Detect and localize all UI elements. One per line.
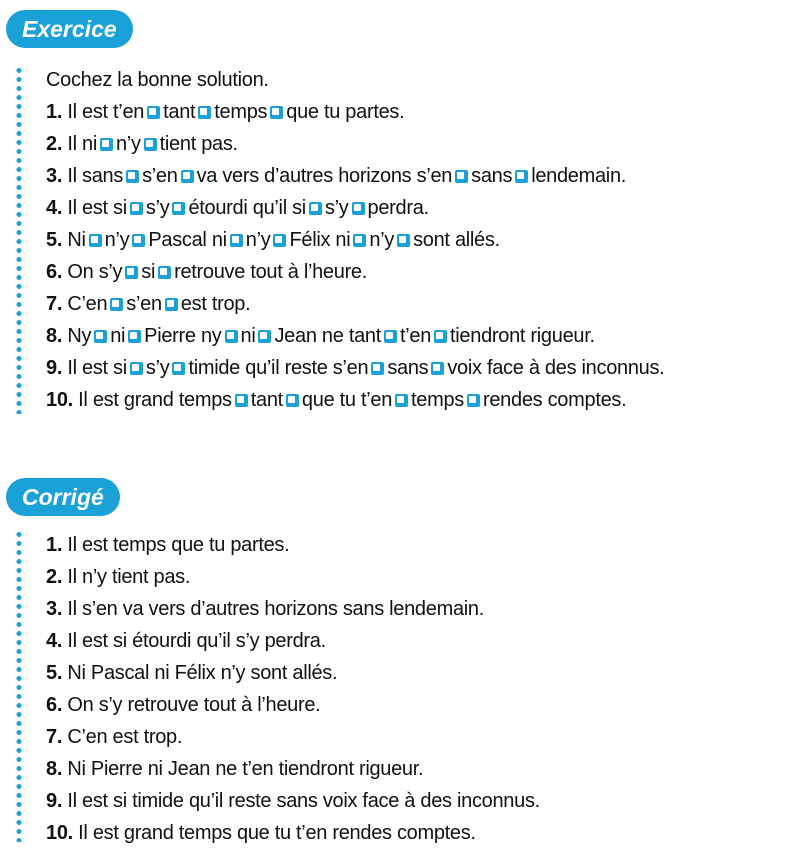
answer-checkbox[interactable] — [225, 330, 238, 343]
answer-checkbox[interactable] — [235, 394, 248, 407]
exercice-instruction: Cochez la bonne solution. — [46, 69, 269, 91]
item-number: 4. — [46, 197, 63, 219]
item-number: 9. — [46, 357, 63, 379]
item-text: Il s’en va vers d’autres horizons sans lendemain. — [67, 598, 484, 620]
item-number: 6. — [46, 694, 63, 716]
item-text-segment: Ni — [67, 229, 86, 251]
corrige-item — [46, 817, 540, 849]
item-number: 1. — [46, 101, 63, 123]
answer-checkbox[interactable] — [165, 298, 178, 311]
item-text-segment: si — [141, 261, 156, 283]
item-text-segment: On s’y — [67, 261, 123, 283]
item-text-segment: tiendront rigueur. — [450, 325, 595, 347]
item-text-segment: perdra. — [367, 197, 429, 219]
answer-checkbox[interactable] — [130, 362, 143, 375]
answer-checkbox[interactable] — [434, 330, 447, 343]
corrige-item — [46, 753, 540, 785]
answer-checkbox[interactable] — [126, 170, 139, 183]
item-number: 3. — [46, 165, 63, 187]
corrige-item — [46, 689, 540, 721]
exercice-dotted-rule — [16, 66, 22, 414]
answer-checkbox[interactable] — [158, 266, 171, 279]
answer-checkbox[interactable] — [467, 394, 480, 407]
answer-checkbox[interactable] — [515, 170, 528, 183]
corrige-dotted-rule — [16, 530, 22, 842]
exercice-item — [46, 288, 664, 320]
item-text-segment: ni — [110, 325, 126, 347]
item-text-segment: va vers d’autres horizons s’en — [196, 165, 453, 187]
item-text-segment: Pierre ny — [144, 325, 222, 347]
answer-checkbox[interactable] — [147, 106, 160, 119]
corrige-item — [46, 529, 540, 561]
item-text-segment: Il est grand temps — [78, 389, 232, 411]
item-number: 6. — [46, 261, 63, 283]
item-text-segment: temps — [214, 101, 268, 123]
item-text-segment: s’y — [145, 197, 170, 219]
item-text-segment: Il sans — [67, 165, 124, 187]
answer-checkbox[interactable] — [270, 106, 283, 119]
item-text-segment: s’y — [145, 357, 170, 379]
item-number: 8. — [46, 325, 63, 347]
item-text: Ni Pascal ni Félix n’y sont allés. — [67, 662, 338, 684]
answer-checkbox[interactable] — [94, 330, 107, 343]
item-text-segment: voix face à des inconnus. — [447, 357, 665, 379]
item-number: 9. — [46, 790, 63, 812]
item-text-segment: Félix ni — [289, 229, 351, 251]
item-text-segment: lendemain. — [531, 165, 627, 187]
item-text: On s’y retrouve tout à l’heure. — [67, 694, 321, 716]
exercice-item — [46, 352, 664, 384]
corrige-item — [46, 785, 540, 817]
item-text-segment: s’y — [324, 197, 349, 219]
answer-checkbox[interactable] — [172, 362, 185, 375]
item-text-segment: tant — [250, 389, 283, 411]
item-text-segment: que tu partes. — [286, 101, 405, 123]
item-number: 3. — [46, 598, 63, 620]
item-number: 2. — [46, 566, 63, 588]
answer-checkbox[interactable] — [455, 170, 468, 183]
exercice-list — [46, 96, 664, 416]
exercice-item — [46, 384, 664, 416]
answer-checkbox[interactable] — [286, 394, 299, 407]
item-text-segment: sans — [387, 357, 429, 379]
answer-checkbox[interactable] — [371, 362, 384, 375]
exercice-item — [46, 160, 664, 192]
answer-checkbox[interactable] — [128, 330, 141, 343]
item-number: 2. — [46, 133, 63, 155]
exercice-block — [46, 64, 664, 416]
item-text-segment: tant — [163, 101, 196, 123]
item-text: Il est grand temps que tu t’en rendes comptes. — [78, 822, 476, 844]
answer-checkbox[interactable] — [395, 394, 408, 407]
answer-checkbox[interactable] — [384, 330, 397, 343]
answer-checkbox[interactable] — [431, 362, 444, 375]
answer-checkbox[interactable] — [125, 266, 138, 279]
item-text-segment: n’y — [115, 133, 141, 155]
item-number: 8. — [46, 758, 63, 780]
item-text-segment: tient pas. — [159, 133, 238, 155]
item-text-segment: Ny — [67, 325, 92, 347]
answer-checkbox[interactable] — [353, 234, 366, 247]
item-text-segment: sans — [471, 165, 513, 187]
item-text-segment: Il ni — [67, 133, 97, 155]
answer-checkbox[interactable] — [181, 170, 194, 183]
corrige-item — [46, 561, 540, 593]
item-text-segment: s’en — [142, 165, 178, 187]
item-text-segment: Pascal ni — [148, 229, 227, 251]
exercice-title-badge: Exercice — [6, 10, 133, 48]
exercice-item — [46, 224, 664, 256]
item-text-segment: timide qu’il reste s’en — [188, 357, 369, 379]
item-text-segment: s’en — [126, 293, 162, 315]
corrige-item — [46, 625, 540, 657]
exercice-item — [46, 192, 664, 224]
item-number: 10. — [46, 389, 73, 411]
item-text-segment: n’y — [245, 229, 271, 251]
item-text-segment: n’y — [104, 229, 130, 251]
answer-checkbox[interactable] — [352, 202, 365, 215]
item-text: Il est temps que tu partes. — [67, 534, 290, 556]
answer-checkbox[interactable] — [172, 202, 185, 215]
item-number: 5. — [46, 662, 63, 684]
corrige-item — [46, 657, 540, 689]
corrige-item — [46, 721, 540, 753]
corrige-item — [46, 593, 540, 625]
answer-checkbox[interactable] — [110, 298, 123, 311]
answer-checkbox[interactable] — [258, 330, 271, 343]
item-text-segment: que tu t’en — [301, 389, 393, 411]
corrige-list — [46, 529, 540, 849]
item-number: 7. — [46, 293, 63, 315]
item-text-segment: Il est si — [67, 197, 127, 219]
item-text-segment: retrouve tout à l’heure. — [174, 261, 368, 283]
answer-checkbox[interactable] — [132, 234, 145, 247]
item-number: 7. — [46, 726, 63, 748]
item-text-segment: ni — [240, 325, 256, 347]
item-text-segment: étourdi qu’il si — [188, 197, 306, 219]
answer-checkbox[interactable] — [130, 202, 143, 215]
answer-checkbox[interactable] — [230, 234, 243, 247]
corrige-block — [46, 529, 540, 849]
item-text: Il est si timide qu’il reste sans voix face à des inconnus. — [67, 790, 540, 812]
answer-checkbox[interactable] — [144, 138, 157, 151]
answer-checkbox[interactable] — [198, 106, 211, 119]
item-text-segment: Il est si — [67, 357, 127, 379]
exercice-item — [46, 96, 664, 128]
exercice-item — [46, 128, 664, 160]
item-number: 10. — [46, 822, 73, 844]
item-text: Ni Pierre ni Jean ne t’en tiendront rigueur. — [67, 758, 424, 780]
exercice-item — [46, 256, 664, 288]
item-text-segment: rendes comptes. — [483, 389, 627, 411]
item-text-segment: n’y — [369, 229, 395, 251]
answer-checkbox[interactable] — [89, 234, 102, 247]
item-text-segment: t’en — [399, 325, 432, 347]
corrige-title-badge: Corrigé — [6, 478, 120, 516]
answer-checkbox[interactable] — [100, 138, 113, 151]
answer-checkbox[interactable] — [397, 234, 410, 247]
answer-checkbox[interactable] — [309, 202, 322, 215]
item-text-segment: Il est t’en — [67, 101, 145, 123]
answer-checkbox[interactable] — [273, 234, 286, 247]
item-text: C’en est trop. — [67, 726, 183, 748]
item-number: 5. — [46, 229, 63, 251]
item-number: 4. — [46, 630, 63, 652]
item-text-segment: temps — [411, 389, 464, 411]
item-text-segment: Jean ne tant — [274, 325, 381, 347]
item-text-segment: C’en — [67, 293, 108, 315]
item-text: Il n’y tient pas. — [67, 566, 191, 588]
item-number: 1. — [46, 534, 63, 556]
item-text-segment: est trop. — [180, 293, 251, 315]
exercice-item — [46, 320, 664, 352]
item-text: Il est si étourdi qu’il s’y perdra. — [67, 630, 326, 652]
item-text-segment: sont allés. — [413, 229, 500, 251]
